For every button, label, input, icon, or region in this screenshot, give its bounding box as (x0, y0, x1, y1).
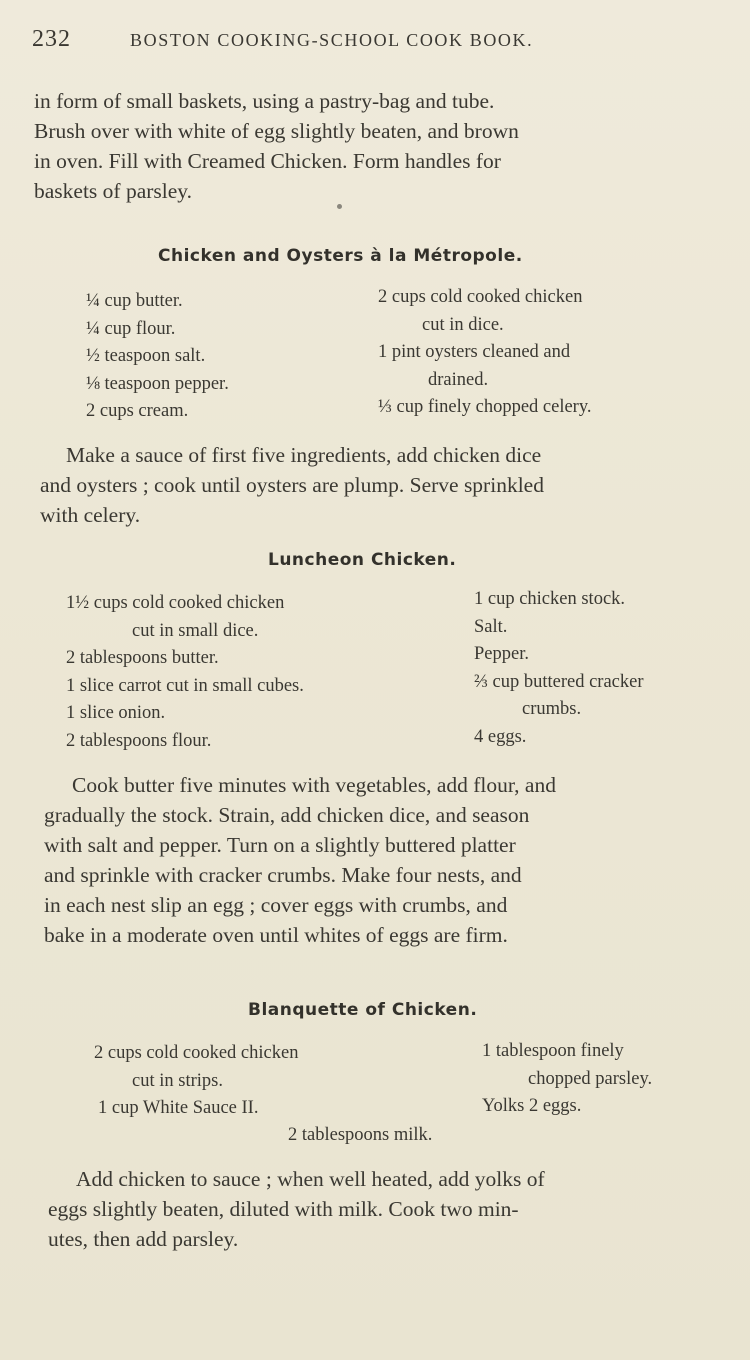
ingredient-item: 1 cup White Sauce II. (98, 1098, 259, 1118)
ingredient-item: 1 slice onion. (66, 703, 166, 723)
ingredients-right (378, 284, 592, 422)
ink-speck (337, 204, 342, 209)
text-line: Add chicken to sauce ; when well heated, add yolks of (76, 1167, 545, 1191)
recipe-directions (48, 1164, 732, 1254)
text-line: Brush over with white of egg slightly beaten, and brown (34, 119, 519, 143)
text-line: with salt and pepper. Turn on a slightly buttered platter (44, 833, 516, 857)
ingredient-item: 2 cups cold cooked chicken (378, 287, 583, 307)
text-line: in each nest slip an egg ; cover eggs with crumbs, and (44, 893, 508, 917)
ingredient-item: 2 tablespoons milk. (288, 1125, 433, 1145)
ingredient-item: Salt. (474, 616, 508, 637)
text-line: with celery. (40, 503, 141, 527)
ingredient-item: 1½ cups cold cooked chicken (66, 593, 285, 613)
text-line: utes, then add parsley. (48, 1227, 239, 1251)
ingredient-item: 1 tablespoon finely (482, 1041, 624, 1061)
ingredients-left (94, 1040, 298, 1123)
ingredient-item: 1 cup chicken stock. (474, 589, 626, 609)
ingredients-left (66, 590, 304, 755)
ingredients-left (86, 288, 229, 426)
text-line: baskets of parsley. (34, 179, 193, 203)
intro-paragraph (34, 86, 720, 206)
ingredient-item: cut in strips. (132, 1070, 223, 1091)
ingredients-right (474, 586, 644, 751)
ingredient-item: ⅛ teaspoon pepper. (86, 373, 229, 394)
recipe-directions (40, 440, 724, 530)
ingredient-item: crumbs. (522, 699, 582, 719)
ingredient-item: 2 cups cream. (86, 401, 189, 421)
recipe-title: Chicken and Oysters à la Métropole. (158, 246, 523, 266)
ingredients-center (288, 1122, 432, 1150)
ingredient-item: drained. (428, 369, 489, 390)
ingredient-item: 1 pint oysters cleaned and (378, 342, 571, 362)
ingredient-item: cut in dice. (422, 314, 504, 335)
text-line: Make a sauce of first five ingredients, add chicken dice (66, 443, 542, 467)
text-line: bake in a moderate oven until whites of eggs are firm. (44, 923, 508, 947)
ingredient-item: 2 tablespoons flour. (66, 730, 212, 751)
recipe-title: Luncheon Chicken. (268, 550, 457, 570)
running-head: BOSTON COOKING-SCHOOL COOK BOOK. (130, 30, 534, 50)
ingredient-item: ¼ cup butter. (86, 291, 183, 311)
ingredient-item: 2 cups cold cooked chicken (94, 1043, 299, 1063)
ingredient-item: ⅓ cup finely chopped celery. (378, 397, 592, 417)
ingredient-item: 2 tablespoons butter. (66, 648, 219, 668)
text-line: gradually the stock. Strain, add chicken dice, and season (44, 803, 530, 827)
text-line: in form of small baskets, using a pastry-bag and tube. (34, 89, 495, 113)
ingredient-item: ¼ cup flour. (86, 318, 176, 339)
recipe-title: Blanquette of Chicken. (248, 1000, 478, 1020)
text-line: in oven. Fill with Creamed Chicken. Form handles for (34, 149, 501, 173)
ingredient-item: Yolks 2 eggs. (482, 1096, 582, 1116)
page-number: 232 (32, 26, 71, 52)
page-header (32, 26, 722, 60)
ingredient-item: 4 eggs. (474, 726, 527, 747)
ingredient-item: Pepper. (474, 644, 529, 664)
text-line: eggs slightly beaten, diluted with milk. Cook two min- (48, 1197, 519, 1221)
ingredient-item: cut in small dice. (132, 620, 259, 641)
text-line: and sprinkle with cracker crumbs. Make four nests, and (44, 863, 522, 887)
ingredients-right (482, 1038, 652, 1121)
ingredient-item: chopped parsley. (528, 1068, 653, 1089)
ingredient-item: 1 slice carrot cut in small cubes. (66, 675, 304, 696)
ingredient-item: ⅔ cup buttered cracker (474, 671, 644, 692)
recipe-directions (44, 770, 728, 950)
text-line: and oysters ; cook until oysters are plump. Serve sprinkled (40, 473, 544, 497)
ingredient-item: ½ teaspoon salt. (86, 346, 206, 366)
text-line: Cook butter five minutes with vegetables, add flour, and (72, 773, 556, 797)
